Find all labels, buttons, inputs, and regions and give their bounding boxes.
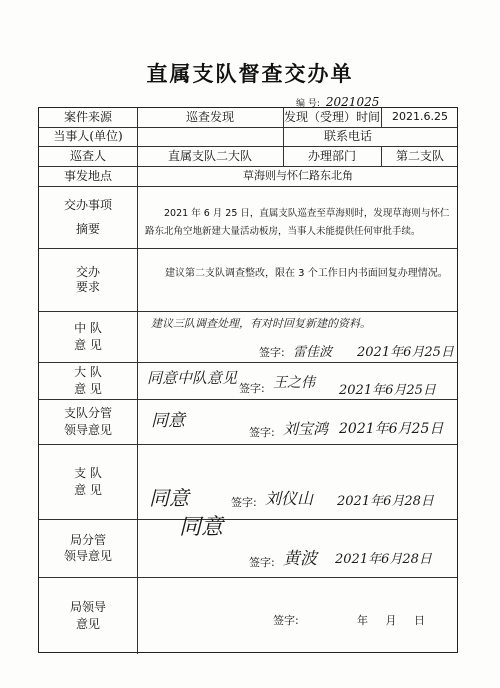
matter-summary-text: 2021 年 6 月 25 日，直属支队巡查至草海则时，发现草海则与怀仁路东北角空地新建大量活动板房，当事人未能提供任何审批手续。: [145, 208, 450, 237]
bureau-deputy-opinion-text: 同意: [179, 515, 224, 540]
contact-phone-label: 联系电话: [323, 129, 372, 144]
bureau-leader-sign-label: 签字:: [273, 614, 299, 627]
request-text: 建议第二支队调查整改，限在 3 个工作日内书面回复办理情况。: [165, 268, 448, 279]
matter-summary-label: [39, 186, 137, 248]
deputy-signature: 刘宝鸿: [283, 420, 329, 438]
brigade-sign-label: 签字:: [239, 382, 265, 395]
request-label: [39, 248, 137, 311]
squad-sign-label: 签字:: [259, 346, 285, 359]
deputy-label-line1: 支队分管: [63, 406, 112, 421]
deputy-date: 2021年6月25日: [339, 421, 444, 437]
squad-label-line2: 意 见: [74, 337, 102, 352]
inspector-label: 巡查人: [69, 148, 106, 163]
brigade-opinion-label: [39, 362, 137, 399]
col-divider: [137, 186, 138, 654]
squad-opinion-label: [39, 311, 137, 362]
deputy-label-line2: 领导意见: [63, 422, 112, 437]
supervision-form-table: [38, 107, 458, 653]
serial-value: 2021025: [325, 95, 380, 109]
discovered-time-value: 2021.6.25: [392, 110, 448, 124]
source-value: 巡查发现: [185, 110, 234, 125]
brigade-label-line1: 大 队: [74, 365, 102, 380]
request-label-line2: 要求: [75, 279, 100, 294]
detachment-opinion-label: [39, 444, 137, 519]
bureau-leader-label-line1: 局领导: [69, 600, 106, 615]
brigade-signature: 王之伟: [273, 375, 315, 391]
deputy-opinion-text: 同意: [151, 411, 185, 431]
party-label: 当事人(单位): [53, 129, 123, 144]
bureau-deputy-opinion-label: [39, 519, 137, 577]
bureau-leader-opinion-label: [39, 577, 137, 654]
matter-label-line2: 摘要: [75, 222, 100, 236]
bureau-leader-date: 年 月 日: [357, 614, 425, 627]
brigade-date: 2021年6月25日: [339, 383, 436, 398]
detachment-label-line1: 支 队: [74, 466, 102, 481]
discovered-time-label: 发现（受理）时间: [283, 110, 380, 125]
squad-opinion-text: 建议三队调查处理，有对时回复新建的资料。: [151, 317, 371, 330]
detachment-signature: 刘仪山: [265, 489, 314, 508]
request-label-line1: 交办: [75, 265, 100, 280]
deputy-sign-label: 签字:: [249, 426, 275, 439]
source-label: 案件来源: [63, 110, 112, 125]
deputy-leader-opinion-label: [39, 399, 137, 444]
inspector-value: 直属支队二大队: [167, 148, 252, 163]
handling-dept-label: 办理部门: [307, 148, 356, 163]
detachment-label-line2: 意 见: [74, 482, 102, 497]
squad-signature: 雷佳波: [293, 345, 333, 360]
bureau-deputy-date: 2021年6月28日: [335, 552, 432, 567]
location-value: 草海则与怀仁路东北角: [243, 168, 353, 182]
bureau-deputy-label-line2: 领导意见: [63, 549, 112, 563]
bureau-deputy-label-line1: 局分管: [69, 532, 106, 547]
squad-label-line1: 中 队: [74, 321, 102, 336]
bureau-deputy-sign-label: 签字:: [249, 556, 275, 569]
bureau-leader-label-line2: 意见: [75, 616, 100, 631]
brigade-opinion-text: 同意中队意见: [147, 369, 238, 387]
detachment-date: 2021年6月28日: [337, 494, 434, 509]
matter-label-line1: 交办事项: [63, 197, 112, 212]
handling-dept-value: 第二支队: [395, 148, 444, 163]
brigade-label-line2: 意 见: [74, 381, 102, 396]
location-label: 事发地点: [63, 168, 112, 183]
bureau-deputy-signature: 黄波: [283, 549, 317, 569]
detachment-sign-label: 签字:: [231, 496, 257, 509]
document-title: 直属支队督查交办单: [146, 62, 354, 86]
detachment-opinion-text: 同意: [149, 486, 189, 510]
serial-label: 编 号:: [296, 99, 320, 109]
squad-date: 2021年6月25日: [357, 345, 454, 360]
